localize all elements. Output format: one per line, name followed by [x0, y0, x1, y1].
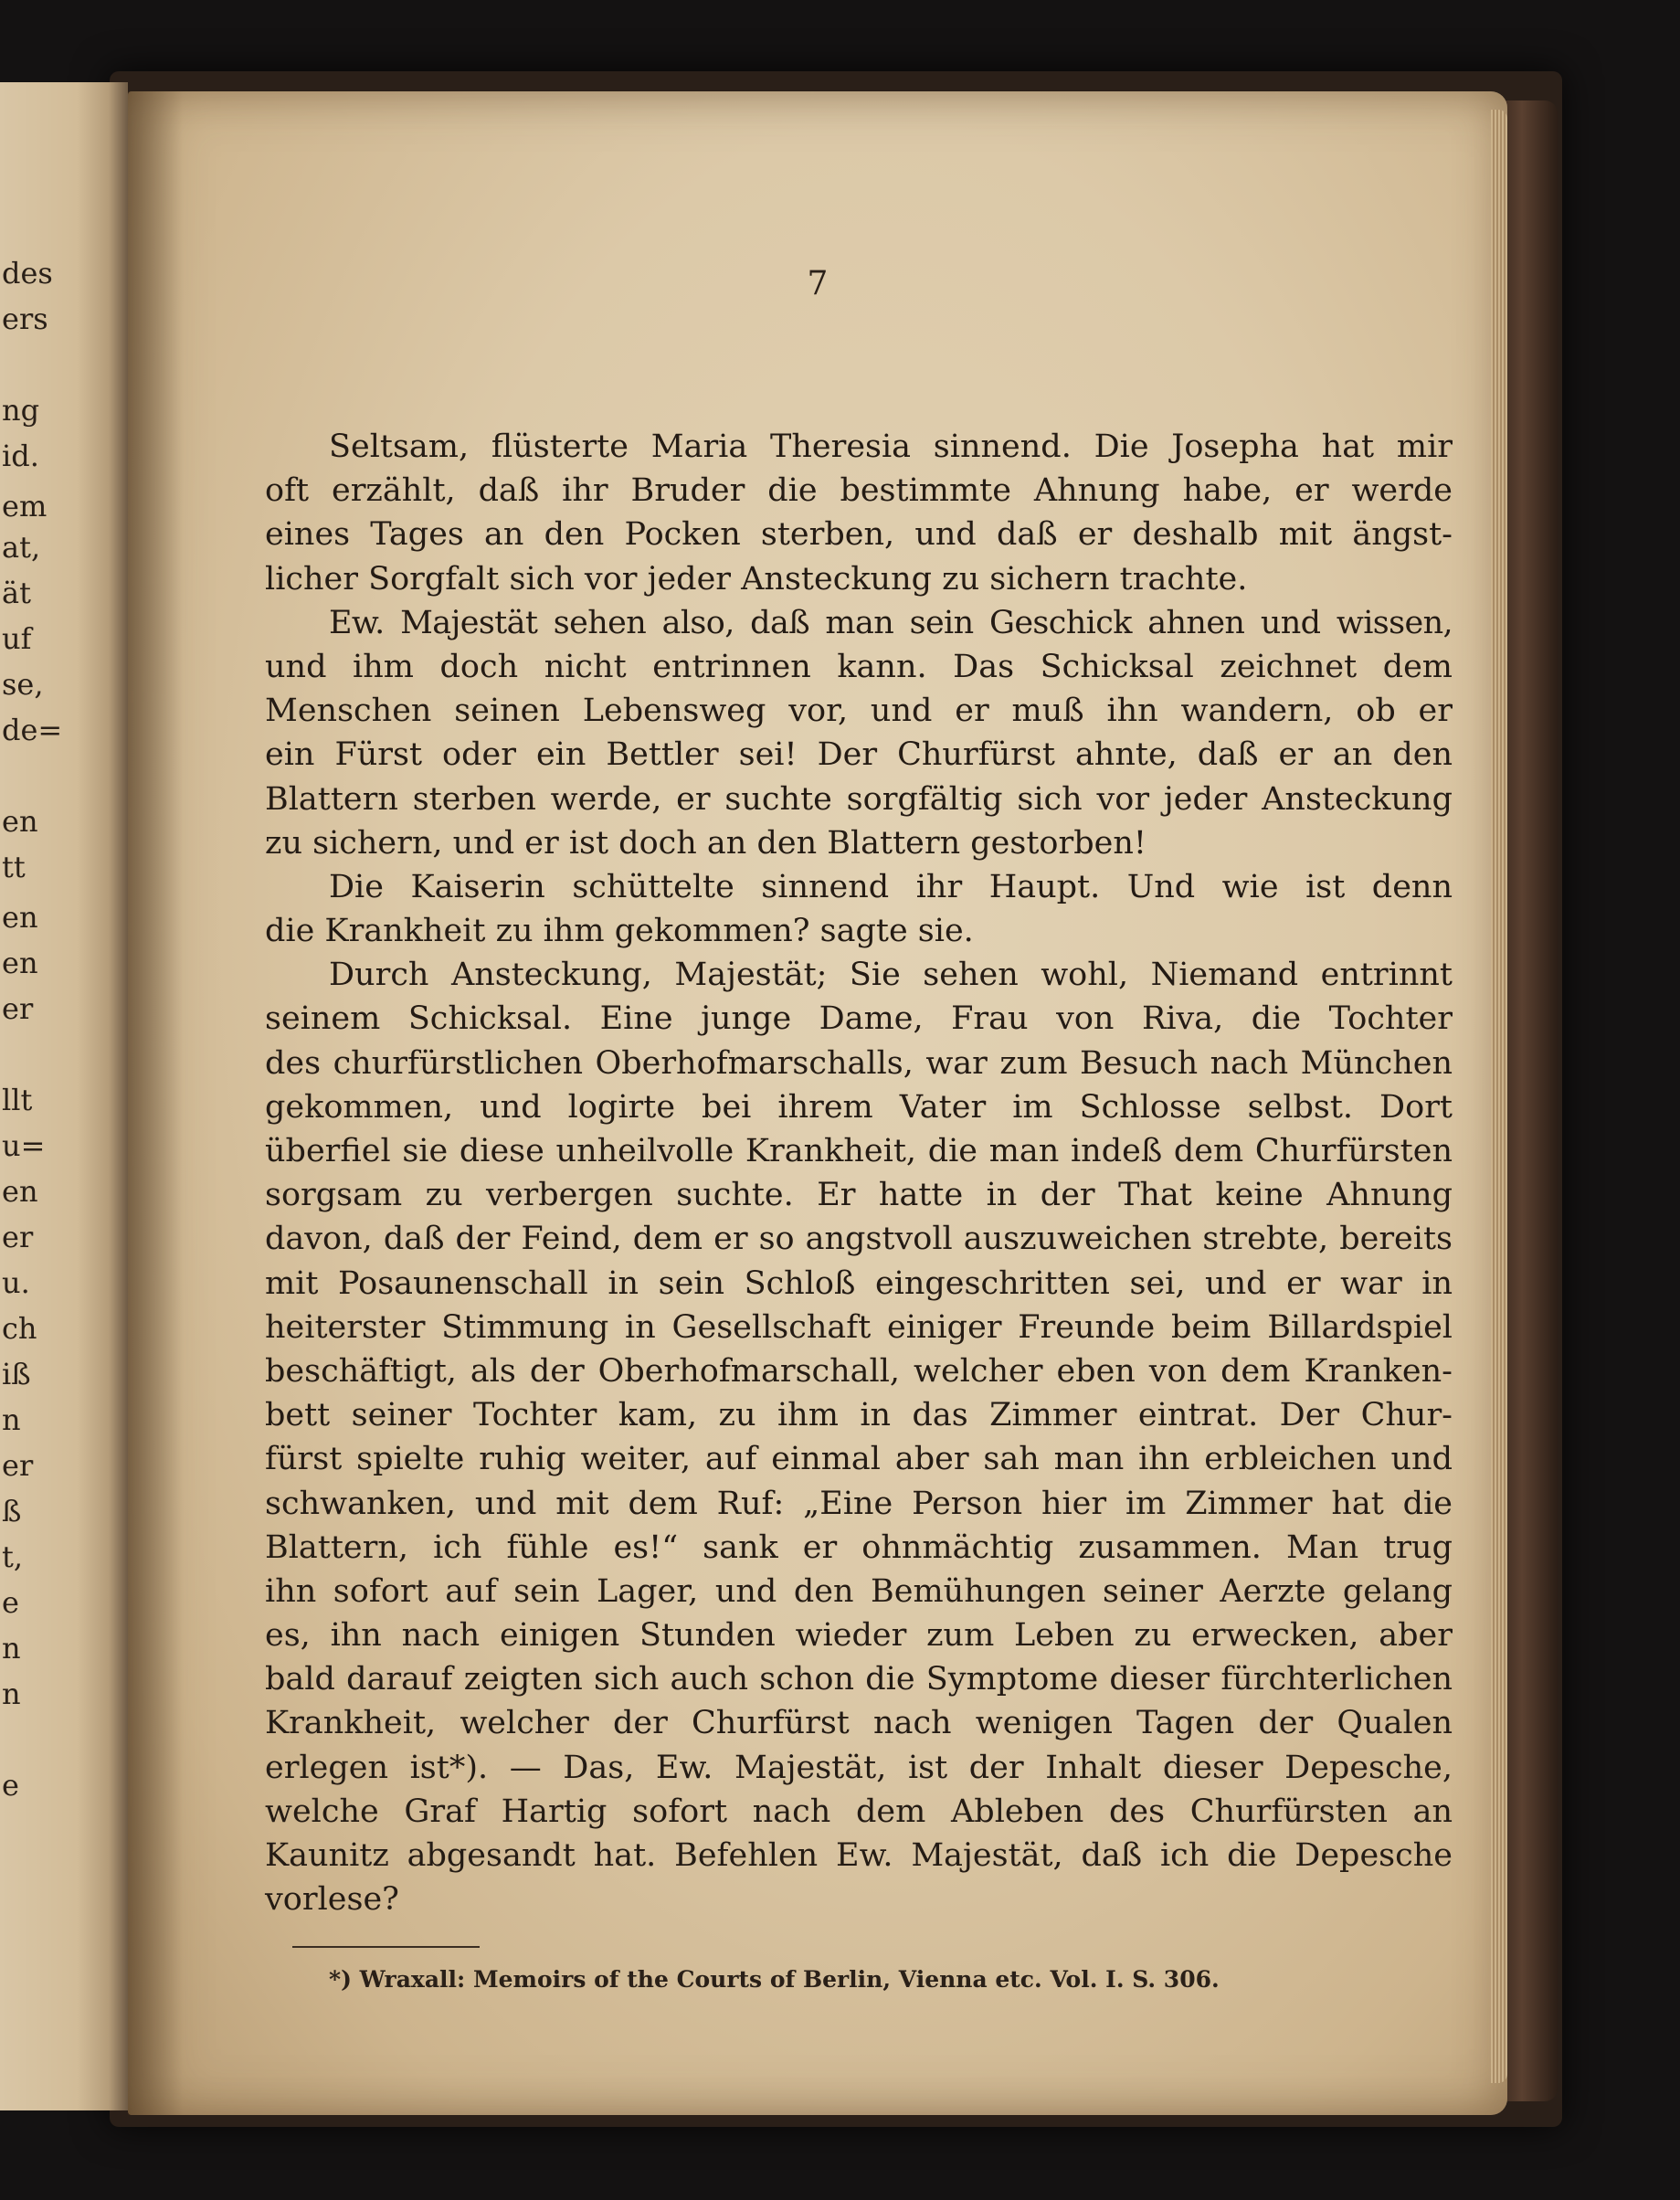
text-line: des churfürstlichen Oberhofmarschalls, war zum Besuch nach München	[265, 1044, 1453, 1082]
text-line: beschäftigt, als der Oberhofmarschall, welcher eben von dem Kranken-	[265, 1352, 1453, 1390]
left-page-fragment: u=	[2, 1128, 46, 1163]
text-line: seinem Schicksal. Eine junge Dame, Frau von Riva, die Tochter	[265, 1000, 1453, 1038]
text-line: sorgsam zu verbergen suchte. Er hatte in der That keine Ahnung	[265, 1177, 1453, 1214]
left-page-fragment: en	[2, 900, 38, 935]
page-edges	[1491, 110, 1507, 2083]
text-line: Ew. Majestät sehen also, daß man sein Geschick ahnen und wissen,	[329, 604, 1453, 641]
text-line: vorlese?	[265, 1881, 399, 1919]
text-line: ihn sofort auf sein Lager, und den Bemühungen seiner Aerzte gelang	[265, 1572, 1453, 1610]
left-page-fragment: en	[2, 1174, 38, 1209]
left-page-fragment: ng	[2, 393, 40, 428]
text-line: Blattern sterben werde, er suchte sorgfältig sich vor jeder Ansteckung	[265, 780, 1453, 818]
left-page-fragment: id.	[2, 439, 39, 473]
left-page-fragment: iß	[2, 1357, 31, 1391]
left-page-fragment: ch	[2, 1311, 37, 1346]
left-page-fragment: uf	[2, 621, 32, 656]
left-page-fragment: se,	[2, 667, 44, 702]
left-page-fragment: n	[2, 1676, 21, 1711]
left-page-fragment: de=	[2, 713, 63, 747]
text-line: licher Sorgfalt sich vor jeder Ansteckung zu sichern trachte.	[265, 560, 1248, 598]
left-page-fragment: er	[2, 991, 34, 1026]
left-page-fragment: ers	[2, 301, 48, 336]
text-line: heiterster Stimmung in Gesellschaft einiger Freunde beim Billardspiel	[265, 1308, 1453, 1346]
text-line: Krankheit, welcher der Churfürst nach wenigen Tagen der Qualen	[265, 1705, 1453, 1742]
left-page-fragment: ät	[2, 576, 31, 610]
text-line: mit Posaunenschall in sein Schloß eingeschritten sei, und er war in	[265, 1264, 1453, 1302]
footnote: *) Wraxall: Memoirs of the Courts of Berlin, Vienna etc. Vol. I. S. 306.	[329, 1966, 1220, 1993]
left-page-fragment: er	[2, 1448, 34, 1483]
text-line: gekommen, und logirte bei ihrem Vater im Schlosse selbst. Dort	[265, 1088, 1453, 1126]
left-page-fragment: t,	[2, 1539, 24, 1574]
left-page-fragment: en	[2, 804, 38, 839]
text-line: bald darauf zeigten sich auch schon die Symptome dieser fürchterlichen	[265, 1661, 1453, 1698]
body-text	[265, 425, 1453, 1921]
text-line: welche Graf Hartig sofort nach dem Ableben des Churfürsten an	[265, 1793, 1453, 1830]
text-line: eines Tages an den Pocken sterben, und daß er deshalb mit ängst-	[265, 516, 1453, 554]
text-line: oft erzählt, daß ihr Bruder die bestimmte Ahnung habe, er werde	[265, 472, 1453, 510]
left-page-fragment: tt	[2, 850, 26, 884]
text-line: Seltsam, flüsterte Maria Theresia sinnend. Die Josepha hat mir	[329, 428, 1453, 465]
book-page	[128, 91, 1507, 2115]
page-number: 7	[807, 265, 829, 302]
text-line: bett seiner Tochter kam, zu ihm in das Zimmer eintrat. Der Chur-	[265, 1397, 1453, 1434]
text-line: Menschen seinen Lebensweg vor, und er muß ihn wandern, ob er	[265, 693, 1453, 730]
text-line: zu sichern, und er ist doch an den Blattern gestorben!	[265, 824, 1146, 862]
left-page-fragment: er	[2, 1220, 34, 1254]
text-line: Die Kaiserin schüttelte sinnend ihr Haupt. Und wie ist denn	[329, 868, 1453, 905]
text-line: ein Fürst oder ein Bettler sei! Der Churfürst ahnte, daß er an den	[265, 736, 1453, 774]
left-page-fragment: u.	[2, 1265, 30, 1300]
text-line: davon, daß der Feind, dem er so angstvoll auszuweichen strebte, bereits	[265, 1221, 1453, 1258]
left-page-fragment: e	[2, 1768, 19, 1803]
text-line: erlegen ist*). — Das, Ew. Majestät, ist der Inhalt dieser Depesche,	[265, 1749, 1453, 1786]
text-line: Durch Ansteckung, Majestät; Sie sehen wohl, Niemand entrinnt	[329, 957, 1453, 994]
text-line: Blattern, ich fühle es!“ sank er ohnmächtig zusammen. Man trug	[265, 1528, 1453, 1566]
text-line: schwanken, und mit dem Ruf: „Eine Person hier im Zimmer hat die	[265, 1485, 1453, 1522]
left-page-fragment: e	[2, 1585, 19, 1620]
left-page-fragment: llt	[2, 1083, 33, 1117]
text-line: fürst spielte ruhig weiter, auf einmal aber sah man ihn erbleichen und	[265, 1441, 1453, 1478]
left-page-fragment: n	[2, 1402, 21, 1437]
left-page-fragment: n	[2, 1631, 21, 1666]
page-gutter-shadow	[128, 91, 183, 2115]
left-page-fragment: at,	[2, 530, 41, 565]
left-page-fragment: en	[2, 946, 38, 980]
text-line: die Krankheit zu ihm gekommen? sagte sie.	[265, 913, 974, 950]
text-line: es, ihn nach einigen Stunden wieder zum Leben zu erwecken, aber	[265, 1617, 1453, 1655]
text-line: überfiel sie diese unheilvolle Krankheit, die man indeß dem Churfürsten	[265, 1133, 1453, 1169]
left-page-fragment: des	[2, 256, 53, 291]
left-page-fragment: em	[2, 489, 48, 524]
text-line: Kaunitz abgesandt hat. Befehlen Ew. Majestät, daß ich die Depesche	[265, 1837, 1453, 1874]
footnote-rule	[292, 1946, 480, 1948]
left-facing-page	[0, 82, 128, 2110]
text-line: und ihm doch nicht entrinnen kann. Das Schicksal zeichnet dem	[265, 648, 1453, 685]
left-page-fragment: ß	[2, 1494, 22, 1528]
